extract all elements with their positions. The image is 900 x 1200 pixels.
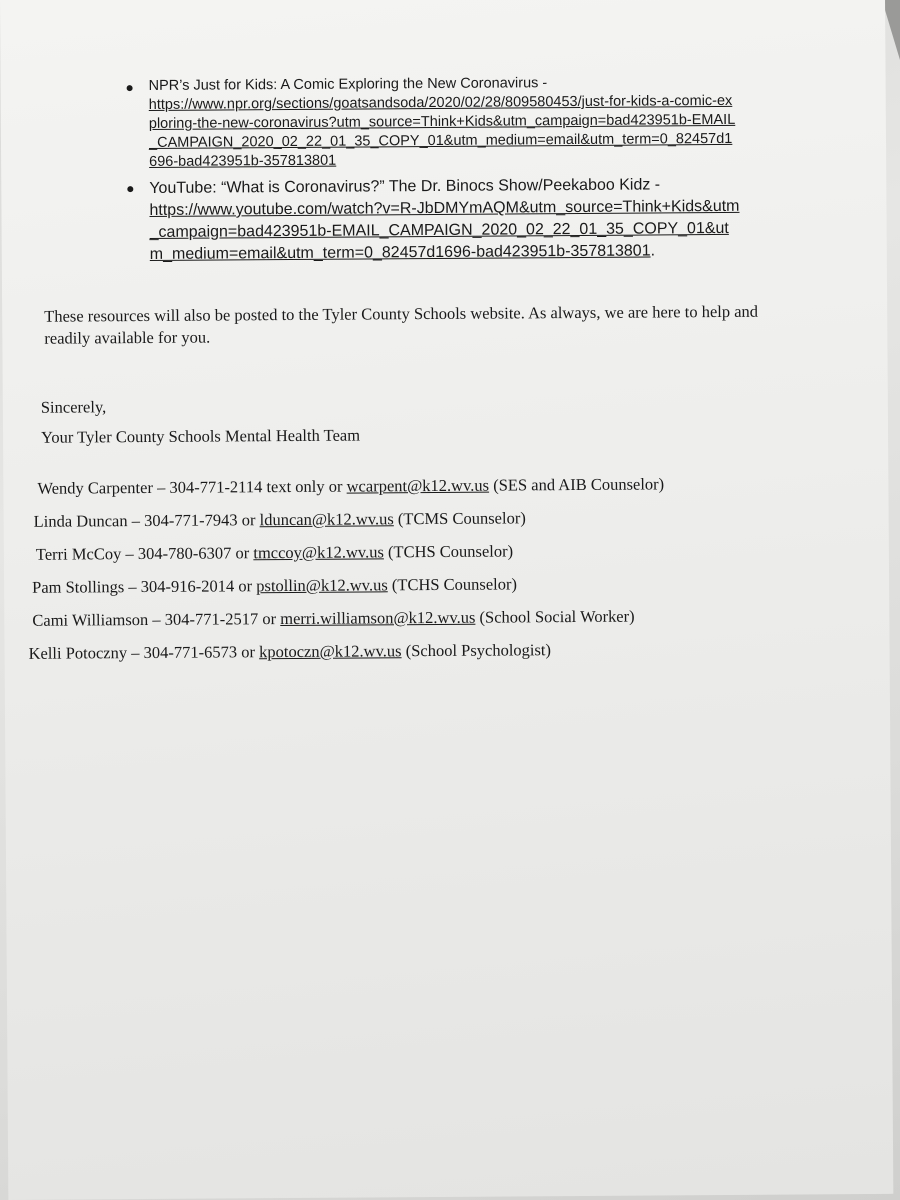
resource-list [119,73,740,272]
contact-name: Pam Stollings [32,577,125,597]
contact-list [27,472,828,676]
contact-phone: 304-780-6307 [137,543,232,564]
contact-row: Pam Stollings – 304-916-2014 or pstollin@k12.wv.us (TCHS Counselor) [32,574,518,597]
resource-suffix: . [650,242,656,260]
resource-title: YouTube: “What is Coronavirus?” The Dr. Binocs Show/Peekaboo Kidz - [149,176,661,197]
contact-name: Terri McCoy [35,544,122,564]
contact-phone: 304-771-6573 [143,642,238,663]
contact-role: (School Psychologist) [405,640,552,661]
resource-link[interactable]: https://www.npr.org/sections/goatsandsoda/2020/02/28/809580453/just-for-kids-a-comic-exploring-the-new-coronavirus?utm_source=Think+Kids&utm_campaign=bad423951b-EMAIL_CAMPAIGN_2020_02_22_01_35_COPY_01&utm_medium=email&utm_term=0_82457d1696-bad423951b-357813801 [148,92,736,170]
contact-role: (School Social Worker) [479,606,635,627]
contact-row: Cami Williamson – 304-771-2517 or merri.williamson@k12.wv.us (School Social Worker) [32,606,635,630]
contact-phone: 304-771-7943 [144,510,238,531]
bullet-icon [127,186,133,192]
contact-row: Terri McCoy – 304-780-6307 or tmccoy@k12.wv.us (TCHS Counselor) [35,541,514,564]
resource-link-wrap [149,196,739,266]
contact-email[interactable]: wcarpent@k12.wv.us [346,475,490,496]
contact-phone: 304-916-2014 [140,576,235,597]
contact-email[interactable]: tmccoy@k12.wv.us [253,542,384,563]
contact-role: (TCMS Counselor) [397,508,526,529]
contact-email[interactable]: lduncan@k12.wv.us [259,509,394,530]
resource-link[interactable]: https://www.youtube.com/watch?v=R-JbDMYmAQM&utm_source=Think+Kids&utm_campaign=bad423951b-EMAIL_CAMPAIGN_2020_02_22_01_35_COPY_01&utm_medium=email&utm_term=0_82457d1696-bad423951b-357813801 [149,197,740,263]
signature-line: Your Tyler County Schools Mental Health Team [40,425,361,447]
resource-title: NPR’s Just for Kids: A Comic Exploring the New Coronavirus - [148,75,548,94]
contact-role: (TCHS Counselor) [387,541,514,562]
info-paragraph: These resources will also be posted to the Tyler County Schools website. As always, we are here to help and readily available for you. [44,301,759,348]
contact-name: Wendy Carpenter [37,477,153,498]
contact-email[interactable]: pstollin@k12.wv.us [256,575,388,596]
contact-row: Wendy Carpenter – 304-771-2114 text only or wcarpent@k12.wv.us (SES and AIB Counselor) [37,474,665,498]
contact-phone: 304-771-2517 [164,609,259,629]
resource-item-youtube [119,174,740,266]
contact-row: Linda Duncan – 304-771-7943 or lduncan@k12.wv.us (TCMS Counselor) [33,508,526,531]
contact-row: Kelli Potoczny – 304-771-6573 or kpotoczn@k12.wv.us (School Psychologist) [28,640,552,663]
contact-name: Kelli Potoczny [28,643,128,663]
contact-email[interactable]: merri.williamson@k12.wv.us [280,607,476,629]
contact-email[interactable]: kpotoczn@k12.wv.us [259,641,402,662]
contact-phone: 304-771-2114 text only [169,476,325,497]
closing-salutation: Sincerely, [40,397,107,417]
contact-role: (SES and AIB Counselor) [493,474,665,495]
contact-name: Cami Williamson [32,609,149,630]
contact-role: (TCHS Counselor) [391,574,518,595]
bullet-icon [127,85,133,91]
resource-item-npr [119,73,740,172]
contact-name: Linda Duncan [33,511,128,531]
